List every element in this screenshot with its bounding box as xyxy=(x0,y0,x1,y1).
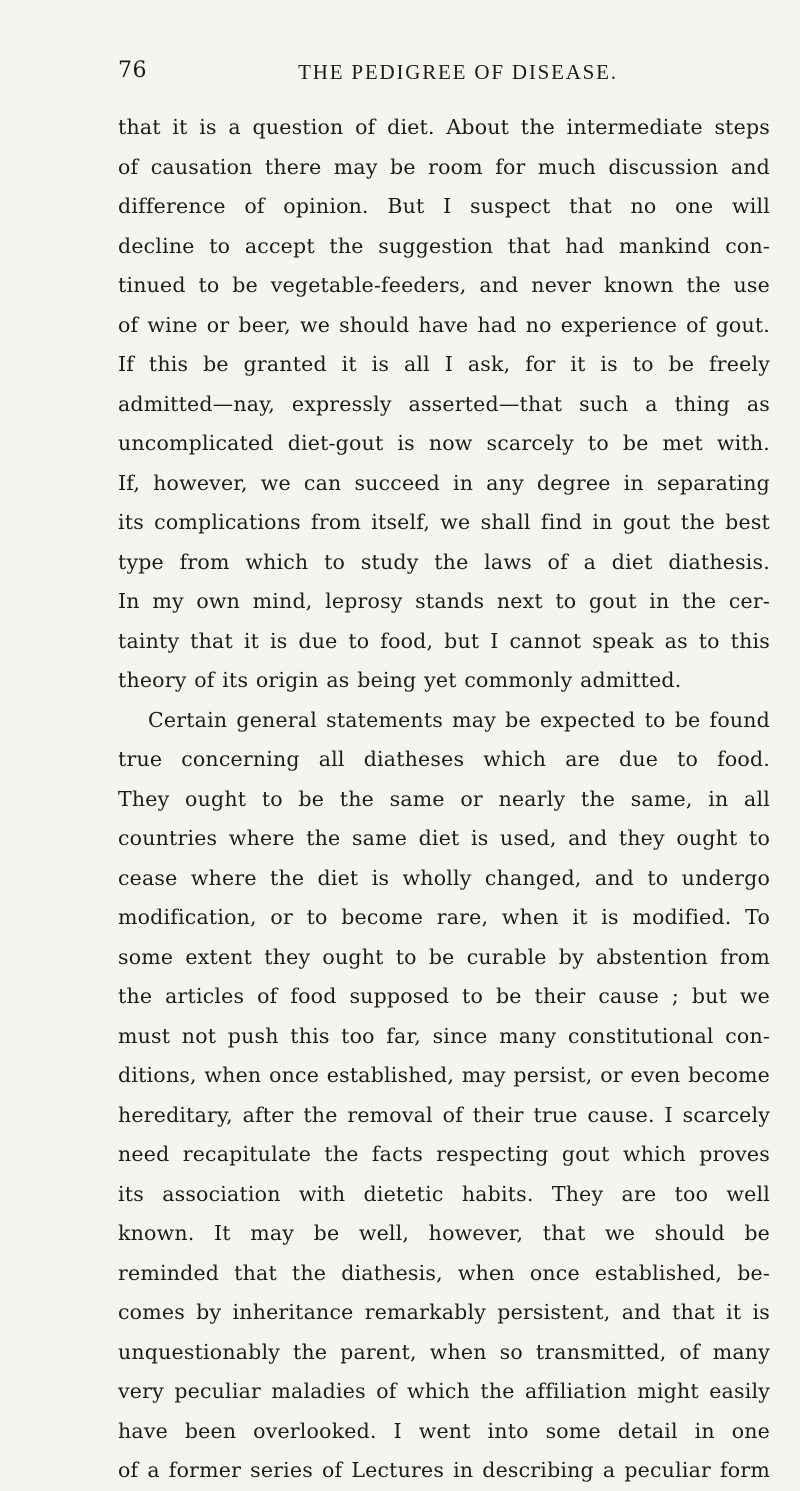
text-line: its association with dietetic habits. They are too well xyxy=(118,1181,770,1206)
text-line: that it is a question of diet. About the intermediate steps xyxy=(118,115,770,139)
text-line: tainty that it is due to food, but I cannot speak as to this xyxy=(118,628,770,653)
text-line: tinued to be vegetable-feeders, and never known the use xyxy=(118,273,770,297)
body-text xyxy=(118,108,770,1491)
text-line: cease where the diet is wholly changed, and to undergo xyxy=(118,865,770,890)
text-line: theory of its origin as being yet commonly admitted. xyxy=(118,668,682,692)
text-line: very peculiar maladies of which the affiliation might easily xyxy=(118,1379,770,1403)
text-line: true concerning all diatheses which are due to food. xyxy=(118,747,770,771)
page-number: 76 xyxy=(118,58,147,83)
text-line: have been overlooked. I went into some detail in one xyxy=(118,1418,770,1443)
text-line: decline to accept the suggestion that had mankind con- xyxy=(118,233,770,258)
text-line: of wine or beer, we should have had no experience of gout. xyxy=(118,312,770,337)
text-line: its complications from itself, we shall find in gout the best xyxy=(118,510,770,534)
text-line: Certain general statements may be expected to be found xyxy=(148,707,770,732)
text-line: In my own mind, leprosy stands next to gout in the cer- xyxy=(118,589,770,613)
text-line: comes by inheritance remarkably persistent, and that it is xyxy=(118,1300,770,1324)
text-line: must not push this too far, since many constitutional con- xyxy=(118,1023,770,1048)
running-head xyxy=(118,58,770,94)
text-line: known. It may be well, however, that we should be xyxy=(118,1221,770,1245)
text-line: hereditary, after the removal of their true cause. I scarcely xyxy=(118,1102,770,1127)
text-line: If, however, we can succeed in any degree in separating xyxy=(118,470,770,495)
text-line: unquestionably the parent, when so transmitted, of many xyxy=(118,1339,770,1364)
text-line: some extent they ought to be curable by abstention from xyxy=(118,944,770,969)
text-line: of a former series of Lectures in describing a peculiar form xyxy=(118,1458,770,1482)
text-line: need recapitulate the facts respecting gout which proves xyxy=(118,1142,770,1166)
text-line: They ought to be the same or nearly the same, in all xyxy=(118,786,770,811)
text-line: difference of opinion. But I suspect that no one will xyxy=(118,194,770,218)
text-line: type from which to study the laws of a diet diathesis. xyxy=(118,549,770,574)
text-line: countries where the same diet is used, and they ought to xyxy=(118,826,770,850)
text-line: reminded that the diathesis, when once established, be- xyxy=(118,1260,770,1285)
text-line: ditions, when once established, may persist, or even become xyxy=(118,1063,770,1087)
text-line: admitted—nay, expressly asserted—that such a thing as xyxy=(118,391,770,416)
text-line: uncomplicated diet-gout is now scarcely to be met with. xyxy=(118,431,770,455)
text-line: If this be granted it is all I ask, for it is to be freely xyxy=(118,352,770,376)
text-line: of causation there may be room for much discussion and xyxy=(118,154,770,179)
text-line: the articles of food supposed to be their cause ; but we xyxy=(118,984,770,1008)
running-title: THE PEDIGREE OF DISEASE. xyxy=(298,60,618,84)
text-line: modification, or to become rare, when it is modified. To xyxy=(118,905,770,929)
